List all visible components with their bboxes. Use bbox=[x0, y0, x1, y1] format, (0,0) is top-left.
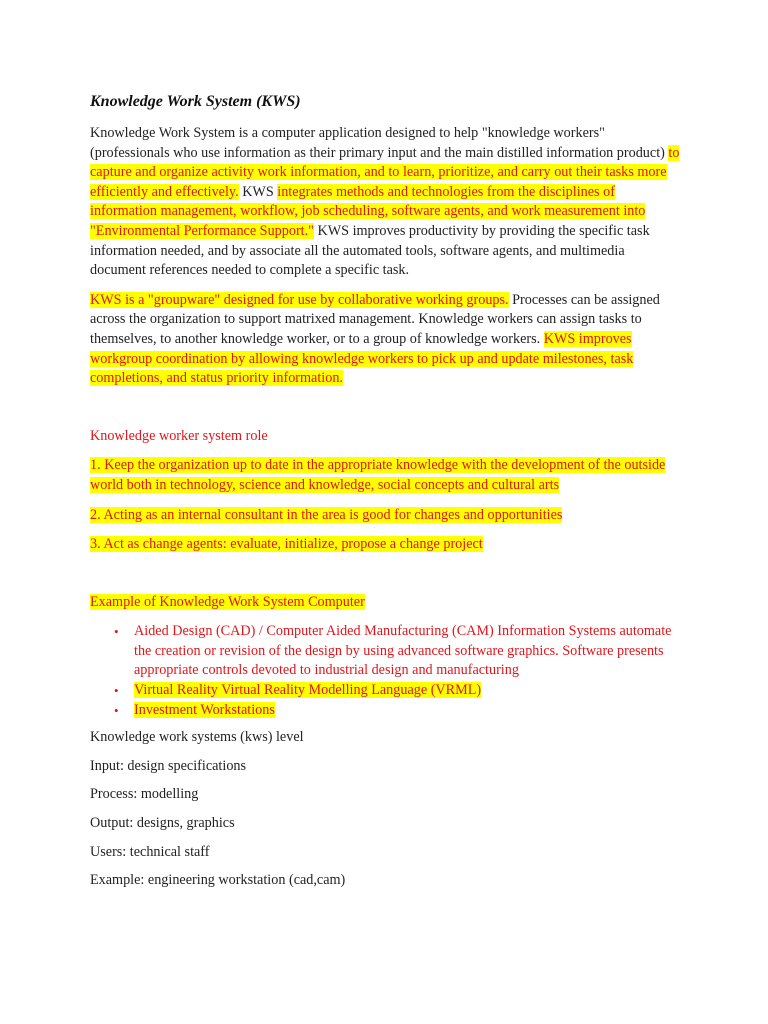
intro-text-2: KWS bbox=[238, 183, 278, 200]
level-users: Users: technical staff bbox=[90, 843, 210, 860]
list-item bbox=[114, 701, 680, 721]
role-item-2-text: 2. Acting as an internal consultant in the area is good for changes and opportunities bbox=[90, 506, 563, 523]
role-item-3-text: 3. Act as change agents: evaluate, initialize, propose a change project bbox=[90, 536, 483, 553]
spacer bbox=[90, 399, 680, 427]
page-title: Knowledge Work System (KWS) bbox=[90, 93, 301, 110]
list-item bbox=[114, 681, 680, 701]
groupware-highlight-1: KWS is a "groupware" designed for use by collaborative working groups. bbox=[90, 291, 509, 308]
bullet-icon: • bbox=[114, 624, 119, 640]
list-item-text: Aided Design (CAD) / Computer Aided Manufacturing (CAM) Information Systems automate the creation or revision of the design by using advanced software graphics. Software presents appropriate controls devoted to industrial design and manufacturing bbox=[134, 623, 672, 679]
role-item-2 bbox=[90, 506, 680, 526]
bullet-icon: • bbox=[114, 683, 119, 699]
role-item-1-text: 1. Keep the organization up to date in the appropriate knowledge with the development of the outside world both in technology, science and knowledge, social concepts and cultural arts bbox=[90, 457, 666, 493]
list-item bbox=[114, 622, 680, 681]
groupware-paragraph bbox=[90, 291, 680, 389]
intro-highlight-1: to capture and organize activity work information, and to learn, prioritize, and carry out their tasks more efficiently and effectively. bbox=[90, 144, 680, 200]
groupware-text: Processes can be assigned across the organization to support matrixed management. Knowledge workers can assign tasks to themselves, to another knowledge worker, or to a group of knowledge workers. bbox=[90, 291, 660, 347]
level-input: Input: design specifications bbox=[90, 757, 247, 774]
level-output: Output: designs, graphics bbox=[90, 815, 235, 832]
role-heading: Knowledge worker system role bbox=[90, 427, 268, 444]
level-process: Process: modelling bbox=[90, 786, 199, 803]
example-heading bbox=[90, 593, 680, 613]
role-item-1 bbox=[90, 456, 680, 495]
level-heading: Knowledge work systems (kws) level bbox=[90, 729, 304, 746]
intro-text-1: Knowledge Work System is a computer application designed to help "knowledge workers" (professionals who use information as their primary input and the main distilled information product) bbox=[90, 125, 669, 161]
intro-highlight-2: integrates methods and technologies from the disciplines of information management, workflow, job scheduling, software agents, and work measurement into "Environmental Performance Support." bbox=[90, 183, 646, 239]
example-list bbox=[90, 622, 680, 720]
role-item-3 bbox=[90, 535, 680, 555]
bullet-icon: • bbox=[114, 702, 119, 718]
example-heading-text: Example of Knowledge Work System Computer bbox=[90, 593, 365, 610]
spacer bbox=[90, 565, 680, 593]
intro-text-3: KWS improves productivity by providing the specific task information needed, and by associate all the automated tools, software agents, and multimedia document references needed to complete a specific task. bbox=[90, 222, 650, 279]
groupware-highlight-2: KWS improves workgroup coordination by allowing knowledge workers to pick up and update milestones, task completions, and status priority information. bbox=[90, 330, 634, 387]
level-example: Example: engineering workstation (cad,cam) bbox=[90, 872, 346, 889]
list-item-text: Investment Workstations bbox=[134, 701, 275, 718]
intro-paragraph bbox=[90, 124, 680, 281]
list-item-text: Virtual Reality Virtual Reality Modelling Language (VRML) bbox=[134, 682, 482, 699]
